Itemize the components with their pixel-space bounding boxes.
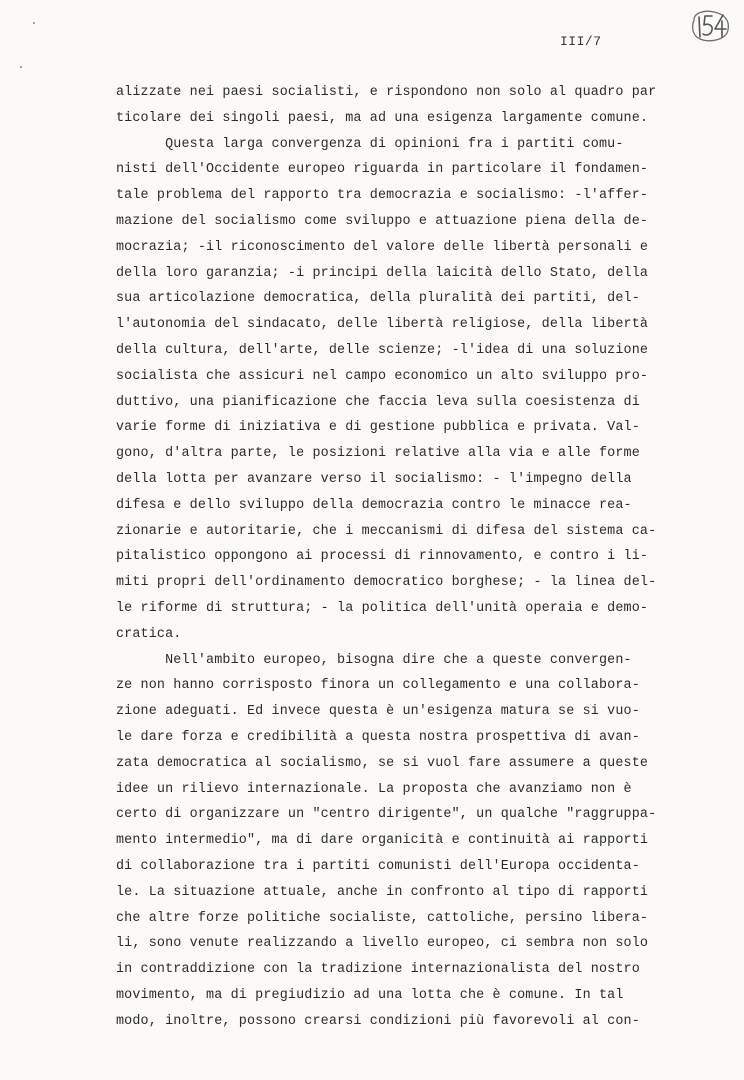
text-line: della lotta per avanzare verso il socialismo: - l'impegno della xyxy=(116,471,632,487)
text-line: varie forme di iniziativa e di gestione pubblica e privata. Val- xyxy=(116,420,640,436)
archive-stamp-number xyxy=(688,8,732,44)
text-line: Questa larga convergenza di opinioni fra i partiti comu- xyxy=(116,136,624,152)
text-line: in contraddizione con la tradizione internazionalista del nostro xyxy=(116,962,640,978)
text-line: mazione del socialismo come sviluppo e attuazione piena della de- xyxy=(116,213,649,229)
text-line: socialista che assicuri nel campo economico un alto sviluppo pro- xyxy=(116,368,649,384)
text-line: movimento, ma di pregiudizio ad una lotta che è comune. In tal xyxy=(116,987,624,1003)
text-line: mocrazia; -il riconoscimento del valore delle libertà personali e xyxy=(116,239,649,255)
text-line: alizzate nei paesi socialisti, e rispondono non solo al quadro par xyxy=(116,85,657,100)
text-line: idee un rilievo internazionale. La proposta che avanziamo non è xyxy=(116,781,632,797)
text-line: le dare forza e credibilità a questa nostra prospettiva di avan- xyxy=(116,729,640,745)
text-line: ze non hanno corrisposto finora un collegamento e una collabora- xyxy=(116,678,640,694)
text-line: mento intermedio", ma di dare organicità e continuità ai rapporti xyxy=(116,833,649,849)
text-line: nisti dell'Occidente europeo riguarda in particolare il fondamen- xyxy=(116,162,649,178)
text-line: pitalistico oppongono ai processi di rinnovamento, e contro i li- xyxy=(116,549,649,565)
text-line: di collaborazione tra i partiti comunisti dell'Europa occidenta- xyxy=(116,858,640,874)
text-line: zionarie e autoritarie, che i meccanismi di difesa del sistema ca- xyxy=(116,523,657,539)
text-line: li, sono venute realizzando a livello europeo, ci sembra non solo xyxy=(116,936,649,952)
body-text xyxy=(116,80,706,1034)
text-line: Nell'ambito europeo, bisogna dire che a queste convergen- xyxy=(116,652,632,668)
text-line: della cultura, dell'arte, delle scienze; -l'idea di una soluzione xyxy=(116,342,649,358)
text-line: gono, d'altra parte, le posizioni relative alla via e alle forme xyxy=(116,446,640,462)
text-line: difesa e dello sviluppo della democrazia contro le minacce rea- xyxy=(116,497,632,513)
text-line: le riforme di struttura; - la politica dell'unità operaia e demo- xyxy=(116,600,649,616)
text-line: della loro garanzia; -i principi della laicità dello Stato, della xyxy=(116,265,649,281)
text-line: miti propri dell'ordinamento democratico borghese; - la linea del- xyxy=(116,575,657,591)
paper-speck xyxy=(20,66,22,68)
text-line: modo, inoltre, possono crearsi condizioni più favorevoli al con- xyxy=(116,1013,640,1029)
text-line: certo di organizzare un "centro dirigente", un qualche "raggruppa- xyxy=(116,807,657,823)
text-line: tale problema del rapporto tra democrazia e socialismo: -l'affer- xyxy=(116,188,649,204)
text-line: cratica. xyxy=(116,626,182,642)
text-line: le. La situazione attuale, anche in confronto al tipo di rapporti xyxy=(116,884,649,900)
page-reference: III/7 xyxy=(560,34,602,49)
text-line: ticolare dei singoli paesi, ma ad una esigenza largamente comune. xyxy=(116,110,649,126)
text-line: zione adeguati. Ed invece questa è un'esigenza matura se si vuo- xyxy=(116,704,640,720)
text-line: sua articolazione democratica, della pluralità dei partiti, del- xyxy=(116,291,640,307)
text-line: zata democratica al socialismo, se si vuol fare assumere a queste xyxy=(116,755,649,771)
paper-speck xyxy=(33,22,35,24)
text-line: duttivo, una pianificazione che faccia leva sulla coesistenza di xyxy=(116,394,640,410)
text-line: che altre forze politiche socialiste, cattoliche, persino libera- xyxy=(116,910,649,926)
text-line: l'autonomia del sindacato, delle libertà religiose, della libertà xyxy=(116,317,649,333)
